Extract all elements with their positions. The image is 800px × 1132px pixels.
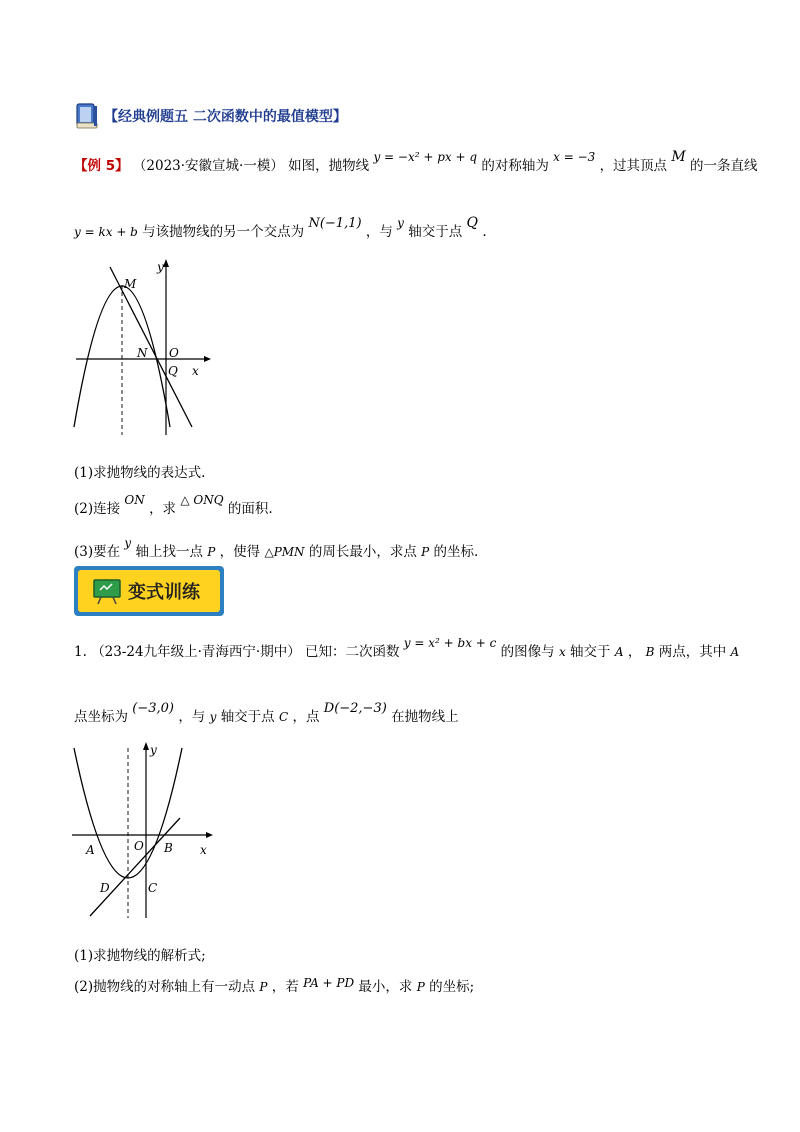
section-title-text: 【经典例题五 二次函数中的最值模型】 bbox=[104, 109, 347, 125]
text-segment: 点坐标为 bbox=[74, 709, 128, 725]
example-5-figure bbox=[66, 255, 216, 440]
point-p: P bbox=[416, 980, 425, 994]
text-segment: 已知：二次函数 bbox=[305, 644, 400, 660]
problem-number: 1. bbox=[74, 644, 87, 660]
text-segment: 轴交于点 bbox=[220, 709, 275, 725]
text-segment: 轴上找一点 bbox=[135, 544, 203, 560]
x-symbol: x bbox=[558, 645, 566, 659]
x-axis-arrow-icon bbox=[204, 356, 211, 362]
point-a: A bbox=[614, 645, 624, 659]
axis-equation: x = −3 bbox=[553, 150, 596, 164]
point-p: P bbox=[207, 545, 216, 559]
text-segment: 如图，抛物线 bbox=[288, 158, 370, 174]
segment-on: ON bbox=[124, 493, 145, 507]
label-o: O bbox=[134, 839, 144, 853]
example-5-question-2 bbox=[74, 493, 273, 517]
example-5-question-3 bbox=[74, 536, 479, 560]
label-n: N bbox=[137, 346, 148, 360]
point-p: P bbox=[421, 545, 430, 559]
problem-1-statement-line2 bbox=[74, 701, 459, 725]
example-5-statement-line2 bbox=[74, 215, 487, 240]
y-symbol: y bbox=[209, 710, 217, 724]
label-d: D bbox=[100, 881, 110, 895]
text-segment: 轴交于点 bbox=[408, 224, 463, 240]
text-segment: 的周长最小，求点 bbox=[308, 544, 417, 560]
text-segment: 的一条直线 bbox=[690, 158, 758, 174]
straight-line bbox=[110, 267, 192, 427]
problem-1-statement-line1 bbox=[74, 636, 740, 660]
problem-1-question-1: (1)求抛物线的解析式; bbox=[74, 948, 206, 964]
section-title bbox=[74, 101, 347, 131]
y-symbol: y bbox=[397, 216, 404, 230]
text-segment: (2)连接 bbox=[74, 501, 121, 517]
practice-badge bbox=[74, 566, 224, 616]
text-segment: 的坐标; bbox=[429, 979, 475, 995]
practice-badge-label: 变式训练 bbox=[128, 582, 200, 603]
quadratic-equation: y = x² + bx + c bbox=[403, 636, 497, 650]
label-x: x bbox=[192, 364, 199, 378]
example-5-statement-line1 bbox=[74, 149, 758, 174]
x-axis-arrow-icon bbox=[206, 832, 213, 838]
vertex-label: M bbox=[671, 149, 686, 165]
point-a-coordinates: (−3,0) bbox=[132, 701, 175, 716]
text-segment: ， bbox=[627, 644, 642, 660]
y-axis-arrow-icon bbox=[163, 259, 169, 267]
label-y: y bbox=[150, 743, 157, 757]
line-equation: y = kx + b bbox=[74, 225, 138, 239]
straight-line bbox=[90, 818, 180, 916]
text-segment: 与该抛物线的另一个交点为 bbox=[142, 224, 305, 240]
text-segment: 的对称轴为 bbox=[481, 158, 549, 174]
example-5-question-1: (1)求抛物线的表达式. bbox=[74, 465, 206, 481]
text-segment: 的图像与 bbox=[500, 644, 555, 660]
example-tag: 【例 5】 bbox=[74, 158, 129, 174]
text-segment: ，使得 bbox=[219, 544, 261, 560]
y-symbol: y bbox=[124, 536, 132, 550]
text-segment: (3)要在 bbox=[74, 544, 121, 560]
text-segment: 的面积. bbox=[227, 501, 273, 517]
text-segment: ，求 bbox=[149, 501, 177, 517]
text-segment: (2)抛物线的对称轴上有一动点 bbox=[74, 979, 256, 995]
label-y: y bbox=[157, 260, 164, 274]
text-segment: . bbox=[482, 224, 487, 240]
label-m: M bbox=[124, 277, 137, 291]
y-axis-arrow-icon bbox=[143, 742, 149, 750]
text-segment: 最小，求 bbox=[358, 979, 413, 995]
label-c: C bbox=[148, 881, 158, 895]
problem-1-figure bbox=[66, 738, 216, 923]
label-b: B bbox=[164, 841, 173, 855]
sum-pa-pd: PA + PD bbox=[303, 976, 355, 990]
text-segment: 两点，其中 bbox=[658, 644, 727, 660]
point-a: A bbox=[730, 645, 740, 659]
text-segment: 轴交于 bbox=[570, 644, 611, 660]
label-x: x bbox=[200, 843, 207, 857]
example-source: （2023·安徽宣城·一模） bbox=[132, 158, 284, 174]
text-segment: ，与 bbox=[178, 709, 206, 725]
point-c: C bbox=[278, 710, 289, 724]
parabola-equation: y = −x² + px + q bbox=[373, 150, 478, 164]
point-d: D(−2,−3) bbox=[323, 701, 387, 716]
point-b: B bbox=[645, 645, 655, 659]
problem-1-question-2 bbox=[74, 975, 474, 995]
text-segment: ，与 bbox=[365, 224, 393, 240]
text-segment: ，点 bbox=[292, 709, 320, 725]
text-segment: 的坐标. bbox=[433, 544, 479, 560]
blackboard-icon bbox=[92, 577, 122, 605]
triangle-pmn: △PMN bbox=[264, 545, 305, 559]
label-q: Q bbox=[168, 364, 178, 378]
point-n: N(−1,1) bbox=[308, 216, 362, 231]
text-segment: 在抛物线上 bbox=[391, 709, 459, 725]
book-icon bbox=[74, 102, 100, 130]
point-p: P bbox=[259, 980, 268, 994]
label-a: A bbox=[86, 843, 95, 857]
triangle-onq: △ ONQ bbox=[180, 493, 224, 507]
label-o: O bbox=[169, 346, 179, 360]
text-segment: ，过其顶点 bbox=[599, 158, 668, 174]
text-segment: ，若 bbox=[271, 979, 299, 995]
problem-source: （23-24九年级上·青海西宁·期中） bbox=[91, 644, 301, 660]
point-q: Q bbox=[466, 215, 479, 231]
